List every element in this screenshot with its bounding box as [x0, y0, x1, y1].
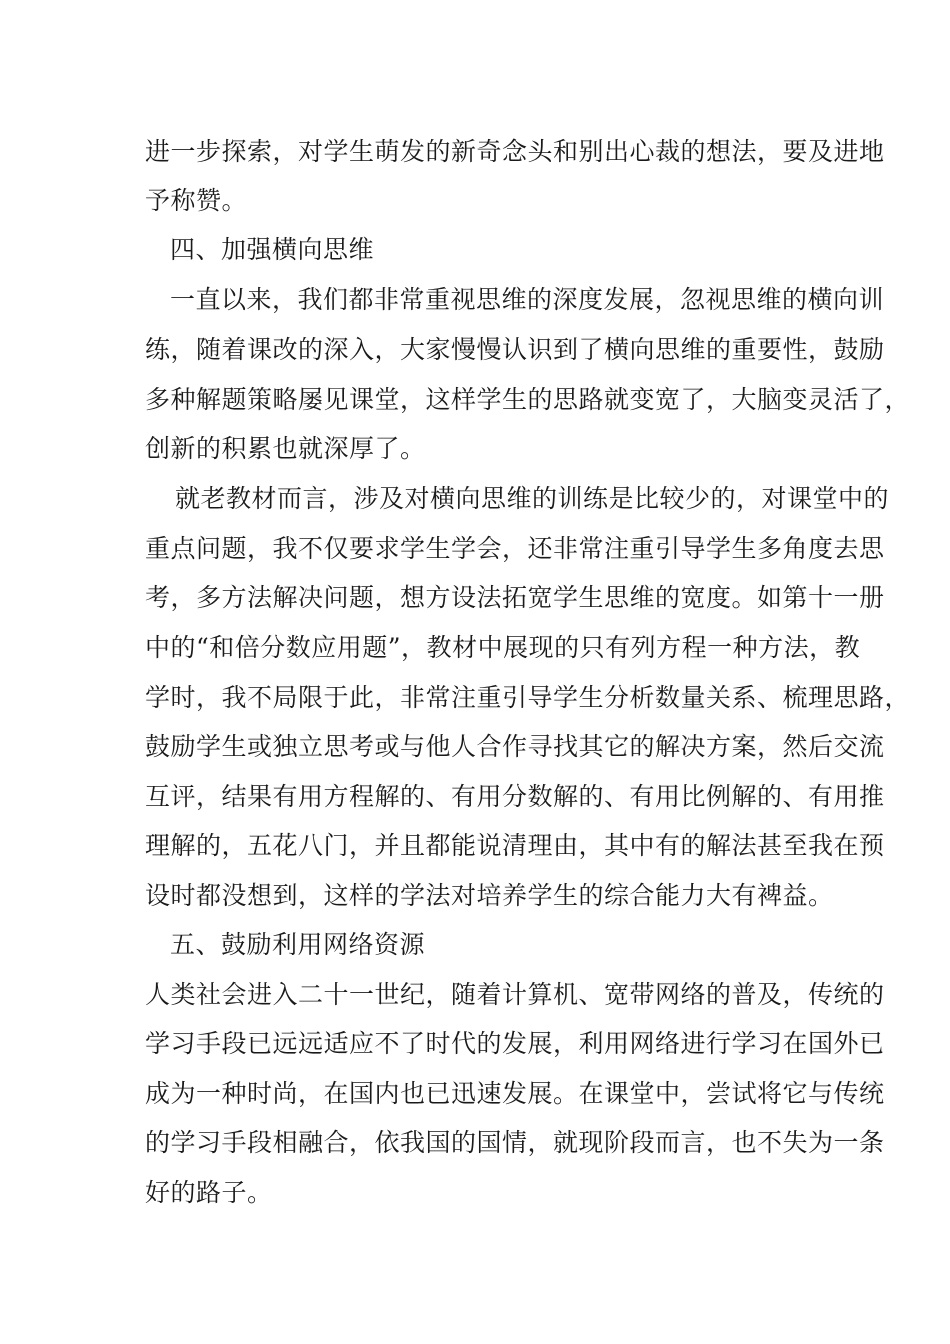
paragraph-line: 重点问题，我不仅要求学生学会，还非常注重引导学生多角度去思: [145, 534, 885, 563]
paragraph-line: 进一步探索，对学生萌发的新奇念头和别出心裁的想法，要及进地: [145, 137, 885, 166]
section-heading: 四、加强横向思维: [170, 235, 375, 264]
paragraph-line: 予称赞。: [145, 186, 248, 215]
paragraph-line: 学习手段已远远适应不了时代的发展，利用网络进行学习在国外已: [145, 1029, 885, 1058]
paragraph-line: 成为一种时尚，在国内也已迅速发展。在课堂中，尝试将它与传统: [145, 1079, 885, 1108]
paragraph-line: 学时，我不局限于此，非常注重引导学生分析数量关系、梳理思路，: [145, 683, 911, 712]
paragraph-line: 创新的积累也就深厚了。: [145, 434, 426, 463]
section-heading: 五、鼓励利用网络资源: [170, 930, 426, 959]
paragraph-line: 人类社会进入二十一世纪，随着计算机、宽带网络的普及，传统的: [145, 980, 885, 1009]
paragraph-line: 设时都没想到，这样的学法对培养学生的综合能力大有裨益。: [145, 881, 834, 910]
paragraph-line: 的学习手段相融合，依我国的国情，就现阶段而言，也不失为一条: [145, 1128, 885, 1157]
paragraph-line: 理解的，五花八门，并且都能说清理由，其中有的解法甚至我在预: [145, 831, 885, 860]
paragraph-line: 多种解题策略屡见课堂，这样学生的思路就变宽了，大脑变灵活了，: [145, 385, 911, 414]
paragraph-line: 中的“和倍分数应用题”，教材中展现的只有列方程一种方法，教: [145, 633, 861, 662]
paragraph-line: 练，随着课改的深入，大家慢慢认识到了横向思维的重要性，鼓励: [145, 335, 885, 364]
paragraph-line: 考，多方法解决问题，想方设法拓宽学生思维的宽度。如第十一册: [145, 583, 885, 612]
paragraph-line: 鼓励学生或独立思考或与他人合作寻找其它的解决方案，然后交流: [145, 732, 885, 761]
paragraph-line: 好的路子。: [145, 1178, 273, 1207]
paragraph-line: 一直以来，我们都非常重视思维的深度发展，忽视思维的横向训: [170, 285, 885, 314]
paragraph-line: 互评，结果有用方程解的、有用分数解的、有用比例解的、有用推: [145, 782, 885, 811]
paragraph-line: 就老教材而言，涉及对横向思维的训练是比较少的，对课堂中的: [175, 484, 890, 513]
